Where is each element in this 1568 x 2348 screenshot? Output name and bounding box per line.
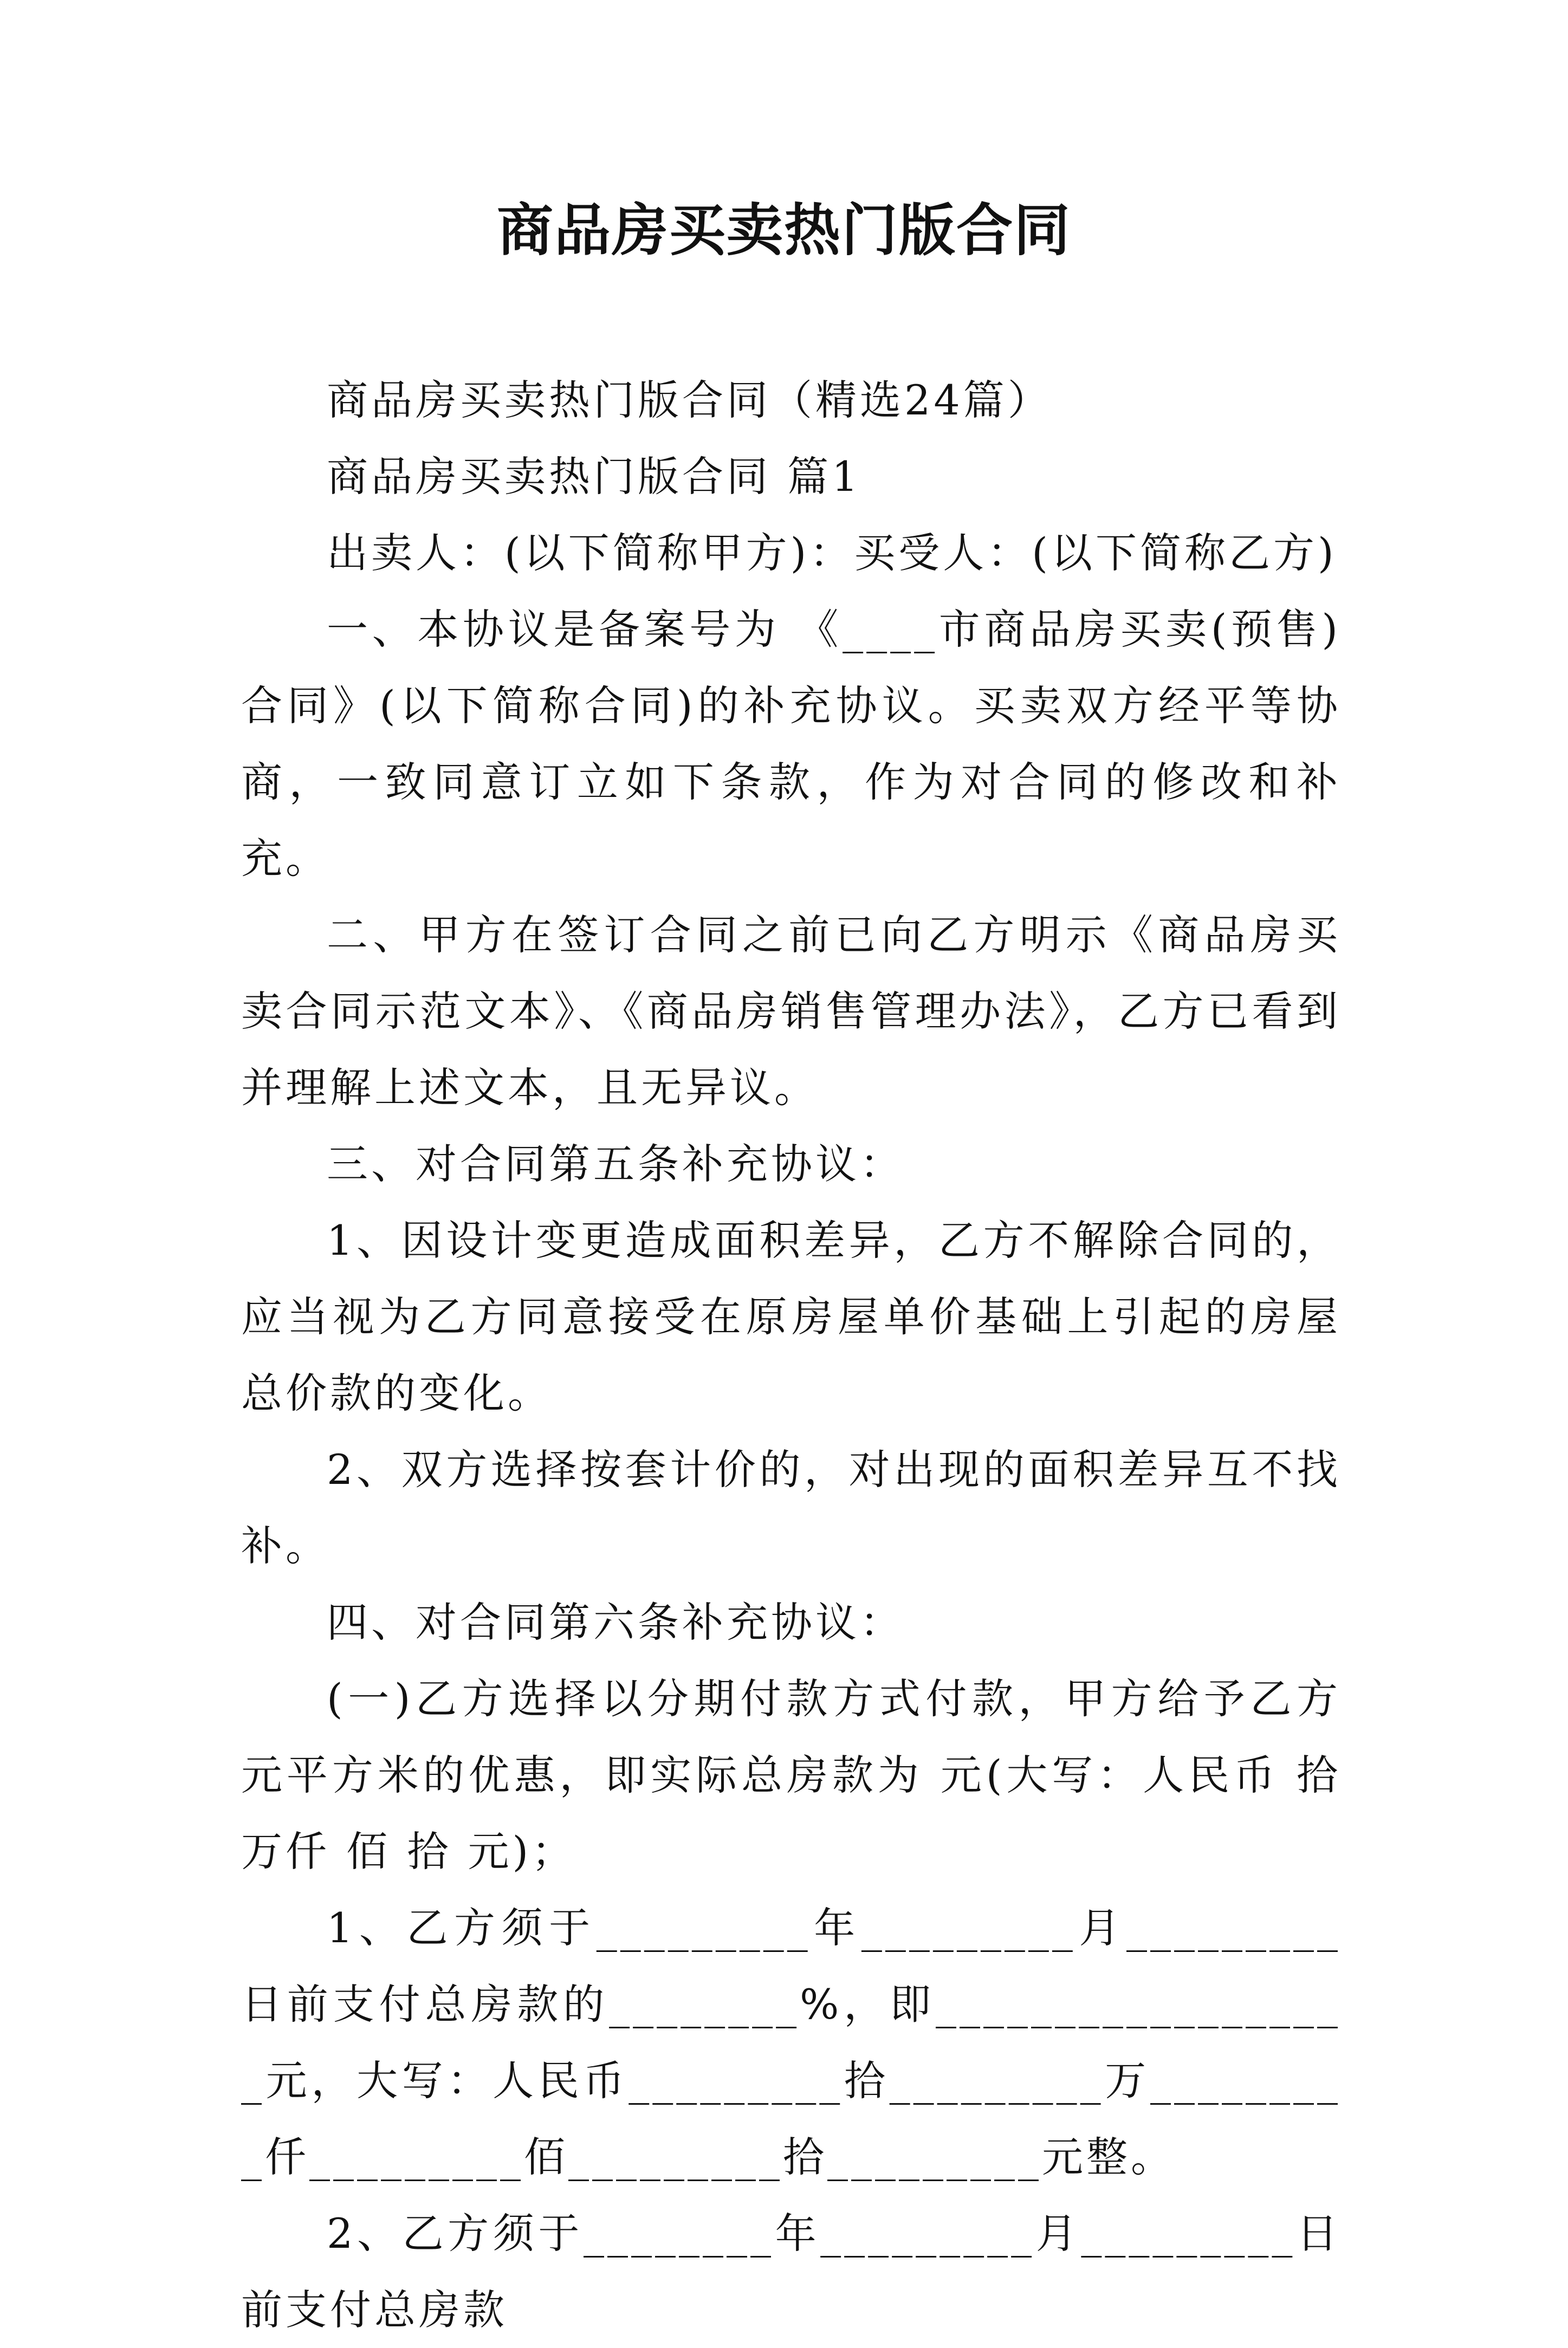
paragraph: 商品房买卖热门版合同 篇1 — [327, 452, 861, 501]
paragraph: 1、乙方须于_________年_________月_________日前支付总房款的________%，即__________________元，大写：人民币_________拾_________万_________仟_________佰_________拾_________元整。 — [241, 1904, 1341, 2181]
paragraph: 三、对合同第五条补充协议： — [327, 1140, 904, 1188]
paragraph: 一、本协议是备案号为 《____市商品房买卖(预售)合同》(以下简称合同)的补充协议。买卖双方经平等协商，一致同意订立如下条款，作为对合同的修改和补充。 — [241, 605, 1341, 883]
paragraph: 2、乙方须于________年_________月_________日前支付总房款 — [241, 2209, 1341, 2334]
paragraph: 商品房买卖热门版合同（精选24篇） — [327, 376, 1052, 424]
document-title: 商品房买卖热门版合同 — [496, 197, 1071, 263]
paragraph: (一)乙方选择以分期付款方式付款，甲方给予乙方 元平方米的优惠，即实际总房款为 元(大写：人民币 拾 万仟 佰 拾 元)； — [241, 1675, 1341, 1876]
paragraph: 1、因设计变更造成面积差异，乙方不解除合同的，应当视为乙方同意接受在原房屋单价基础上引起的房屋总价款的变化。 — [241, 1216, 1341, 1417]
document-body — [241, 362, 1341, 2348]
paragraph: 二、甲方在签订合同之前已向乙方明示《商品房买卖合同示范文本》、《商品房销售管理办法》，乙方已看到并理解上述文本，且无异议。 — [241, 911, 1341, 1112]
paragraph: 四、对合同第六条补充协议： — [327, 1598, 904, 1646]
paragraph: 出卖人：(以下简称甲方)：买受人：(以下简称乙方) — [327, 529, 1337, 577]
paragraph: 2、双方选择按套计价的，对出现的面积差异互不找补。 — [241, 1445, 1341, 1570]
